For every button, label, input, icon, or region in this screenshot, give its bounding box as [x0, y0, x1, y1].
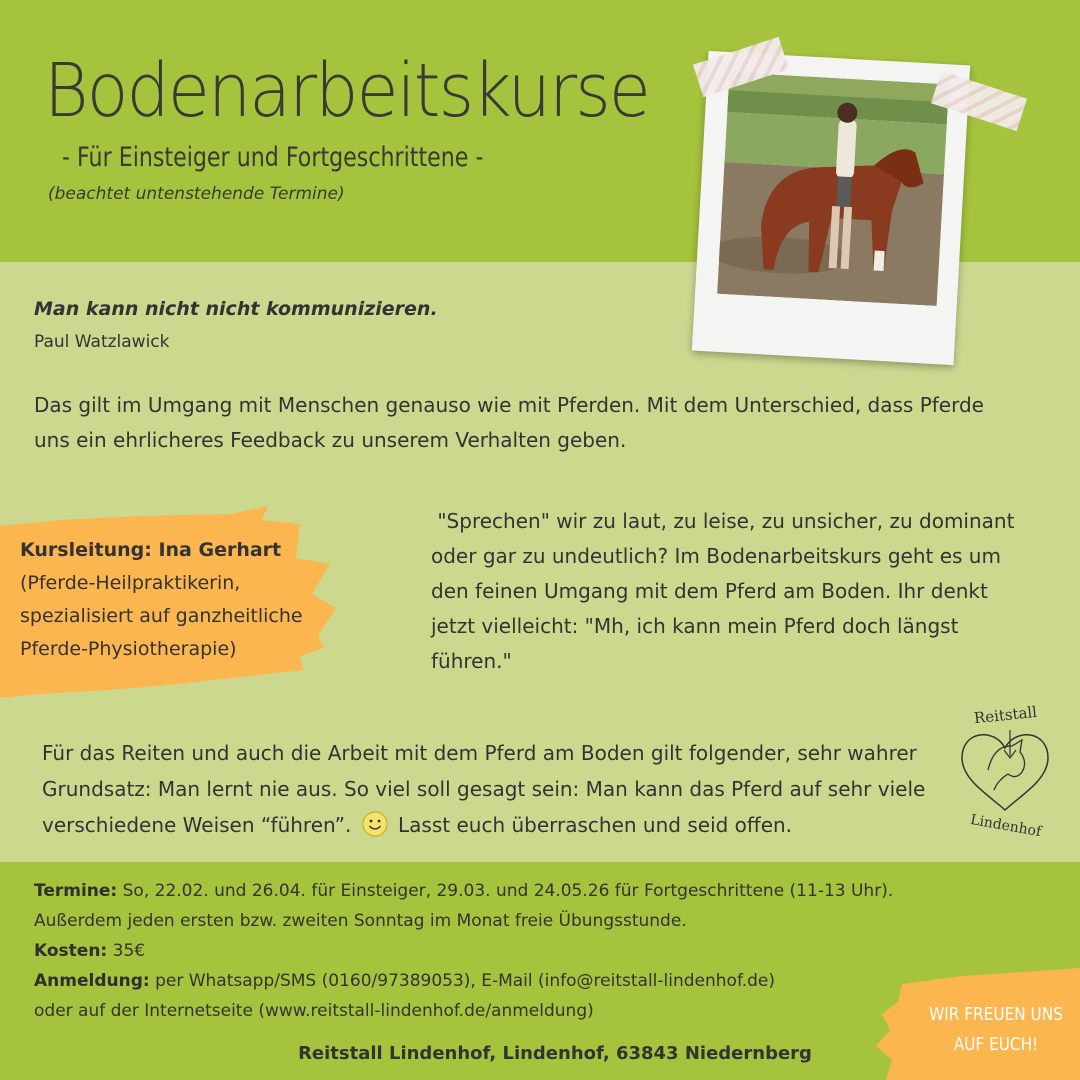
signup-label: Anmeldung:: [34, 971, 150, 991]
intro-paragraph: Das gilt im Umgang mit Menschen genauso wie mit Pferden. Mit dem Unterschied, dass Pferde uns ein ehrlicheres Feedback zu unserem Verhalten geben.: [34, 393, 984, 452]
course-lead: [20, 534, 340, 666]
info-block: [34, 876, 984, 1026]
cost-value: 35€: [112, 941, 146, 961]
cost-line: [34, 936, 984, 966]
course-description: "Sprechen" wir zu laut, zu leise, zu unsicher, zu dominant oder gar zu undeutlich? Im Bodenarbeitskurs geht es um den feinen Umgang mit dem Pferd am Boden. Ihr denkt jetzt vielleicht: "Mh, ich kann mein Pferd doch längst führen.": [431, 509, 1021, 673]
reitstall-logo: [950, 700, 1060, 850]
course-lead-name: Kursleitung: Ina Gerhart: [20, 539, 282, 561]
horse-photo: [717, 72, 949, 306]
quote-author: Paul Watzlawick: [34, 332, 170, 352]
quote-text: Man kann nicht nicht kommunizieren.: [34, 298, 438, 320]
signup-line: [34, 966, 984, 996]
dates-label: Termine:: [34, 881, 118, 901]
footer-address-text: Reitstall Lindenhof, Lindenhof, 63843 Niedernberg: [298, 1043, 812, 1064]
course-lead-details: (Pferde-Heilpraktikerin, spezialisiert auf ganzheitliche Pferde-Physiotherapie): [20, 572, 303, 660]
cta-line-2: AUF EUCH!: [953, 1034, 1039, 1055]
cta-line-1: WIR FREUEN UNS: [929, 1004, 1063, 1025]
practice-line: Außerdem jeden ersten bzw. zweiten Sonntag im Monat freie Übungsstunde.: [34, 911, 687, 931]
logo-bottom-text: Lindenhof: [969, 811, 1043, 841]
dates-value: So, 22.02. und 26.04. für Einsteiger, 29.03. und 24.05.26 für Fortgeschrittene (11-13 Uhr).: [122, 881, 894, 901]
smiley-icon: [362, 811, 388, 837]
logo-top-text: Reitstall: [973, 702, 1038, 728]
closing-paragraph: [42, 735, 932, 843]
call-to-action: [920, 1000, 1073, 1060]
dates-line: [34, 876, 984, 906]
page-title: Bodenarbeitskurse: [44, 48, 649, 134]
signup-website-line: oder auf der Internetseite (www.reitstall-lindenhof.de/anmeldung): [34, 1001, 594, 1021]
cost-label: Kosten:: [34, 941, 108, 961]
page-subtitle: - Für Einsteiger und Fortgeschrittene -: [62, 142, 484, 173]
closing-text: Für das Reiten und auch die Arbeit mit dem Pferd am Boden gilt folgender, sehr wahrer Grundsatz: Man lernt nie aus. So viel soll gesagt sein: Man kann das Pferd auf sehr viele verschiedene Weisen “führen”.: [42, 741, 926, 837]
closing-text-end: Lasst euch überraschen und seid offen.: [398, 813, 793, 837]
polaroid-photo: [692, 51, 970, 365]
signup-value: per Whatsapp/SMS (0160/97389053), E-Mail (info@reitstall-lindenhof.de): [155, 971, 775, 991]
dates-note: (beachtet untenstehende Termine): [48, 184, 345, 204]
